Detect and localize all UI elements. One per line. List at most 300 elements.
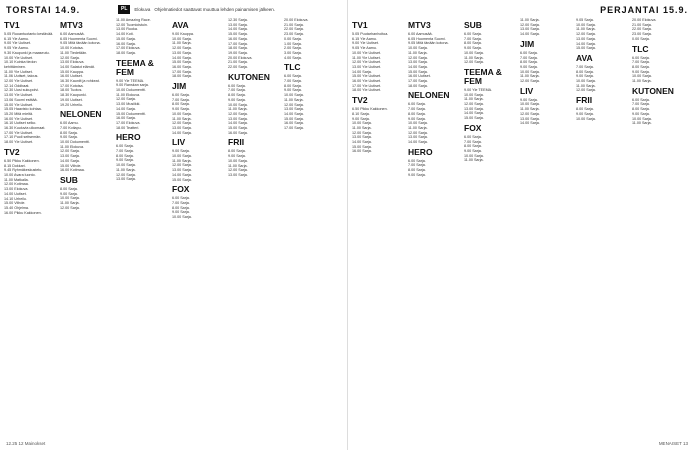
program-listing: 16.00 Sarja. (172, 64, 192, 69)
program-listing: 9.00 Sarja. (464, 46, 482, 51)
program-listing: 15.00 Sarja. (172, 177, 192, 182)
program-listing: 12.00 Sarja. (228, 168, 248, 173)
program-listing: 12.00 Sarja. (520, 111, 540, 116)
program-listing: 10.00 Sarja. (632, 74, 652, 79)
program-listing: 9.45 Ryhmäkeskustelu. (4, 168, 43, 173)
program-listing: 12.00 Sarja. (172, 46, 192, 51)
channel-heading: AVA (172, 20, 189, 30)
program-listing: 14.00 Sarja. (172, 172, 192, 177)
program-listing: 9.00 Sarja. (464, 148, 482, 153)
program-listing: 9.00 Sarja. (352, 116, 370, 121)
program-listing: 1.00 Sarja. (284, 41, 302, 46)
program-listing: 12.00 Tuomioistuin. (116, 22, 148, 27)
program-listing: 11.00 Sarja. (520, 107, 540, 112)
program-listing: 22.00 Sarja. (632, 27, 652, 32)
program-listing: 10.00 Dokumentti. (60, 140, 90, 145)
program-listing: 18.00 Sarja. (116, 50, 136, 55)
channel-heading: SUB (464, 20, 482, 30)
program-listing: 14.00 Uutiset. (4, 191, 27, 196)
program-listing: 9.00 Sarja. (520, 64, 538, 69)
program-listing: 13.00 Sarja. (116, 177, 136, 182)
program-listing: 17.00 Elokuva. (116, 46, 141, 51)
channel-heading: LIV (520, 85, 534, 96)
program-listing: 9.00 Sarja. (172, 149, 190, 154)
band-logo: PL (118, 5, 130, 14)
program-listing: 11.00 Elokuva. (116, 92, 141, 97)
program-listing: 7.00 Sarja. (576, 64, 594, 69)
program-listing: 23.00 Sarja. (632, 32, 652, 37)
program-listing: 0.00 Sarja. (284, 36, 302, 41)
program-listing: 9.00 Sarja. (632, 111, 650, 116)
program-listing: 17.00 Kotoisa. (60, 83, 84, 88)
program-listing: 13.00 Elokuva. (60, 60, 85, 65)
program-listing: 8.00 Sarja. (632, 107, 650, 112)
program-listing: 17.00 Sarja. (284, 126, 304, 131)
program-listing: 10.00 Kotoisa. (60, 46, 84, 51)
program-listing: 6.50 Pikku Kakkonen. (4, 158, 40, 163)
listing-column (4, 18, 58, 436)
program-listing: 14.00 Sarja. (576, 41, 596, 46)
program-listing: 13.00 Elokuva. (4, 187, 29, 192)
program-listing: 10.00 Sarja. (284, 93, 304, 98)
program-listing: 8.00 Sarja. (576, 69, 594, 74)
program-listing: 18.00 Tuotos. (60, 88, 83, 93)
program-listing: 10.00 Sarja. (576, 22, 596, 27)
program-listing: 12.30 Uusi sukupolvi. (4, 88, 40, 93)
program-listing: 14.00 Sarja. (520, 121, 540, 126)
program-listing: 11.00 Yle Uutiset. (352, 55, 381, 60)
program-listing: 9.00 Kauppa. (172, 32, 194, 36)
channel-heading: SUB (60, 174, 78, 185)
program-listing: 22.00 Sarja. (284, 27, 304, 32)
channel-heading: KUTONEN (228, 71, 270, 82)
program-listing: 11.00 Sarja. (520, 18, 540, 22)
channel-heading: TV2 (4, 146, 20, 157)
program-listing: 15.40 Ohjelma. (4, 205, 30, 210)
program-listing: 13.00 Sarja. (520, 27, 540, 32)
program-listing: 9.00 Sarja. (172, 107, 190, 112)
program-listing: 12.00 Yle Uutiset. (4, 79, 34, 84)
program-listing: 13.00 Sarja. (172, 168, 192, 173)
program-listing: 15.00 Sarja. (352, 144, 372, 149)
program-listing: 10.00 Sarja. (116, 163, 136, 168)
listing-column (284, 18, 338, 436)
channel-heading: NELONEN (408, 90, 450, 101)
program-listing: 7.00 Sarja. (284, 79, 302, 84)
program-listing: 6.00 Aamu. (60, 121, 79, 126)
program-listing: 11.00 Tiedetään. (60, 50, 88, 55)
program-listing: 15.00 Sarja. (464, 116, 484, 121)
program-listing: 17.00 Yle Uutiset. (4, 130, 34, 135)
program-listing: 11.00 Sarja. (228, 107, 248, 112)
program-listing: 21.00 Sarja. (284, 22, 304, 27)
program-listing: 11.00 Sarja. (576, 83, 596, 88)
program-listing: 2.00 Sarja. (284, 46, 302, 51)
program-listing: 11.00 Sarja. (632, 79, 652, 84)
program-listing: 6.00 Sarja. (172, 196, 190, 201)
program-listing: 8.00 Sarja. (228, 149, 246, 154)
program-listing: 9.30 Kaupunki ja maaseutu. (4, 50, 50, 55)
program-listing: 16.00 Sarja. (116, 116, 136, 121)
program-listing: 14.00 Sarja. (352, 69, 372, 74)
page-footer: 12.25 12 Mainokset (6, 441, 46, 446)
program-listing: 6.05 Huomenta Suomi. (408, 36, 446, 41)
program-listing: 15.00 Sarja. (228, 32, 248, 37)
program-listing: 8.10 Sarja. (352, 111, 370, 116)
program-listing: 8.00 Sarja. (520, 60, 538, 65)
program-listing: 16.00 Pikku Kakkonen. (4, 210, 42, 215)
program-listing: 7.00 Sarja. (172, 200, 190, 205)
program-listing: 17.00 Sarja. (228, 41, 248, 46)
listing-column (172, 18, 226, 436)
program-listing: 12.00 Sarja. (520, 79, 540, 84)
program-listing: 7.00 Sarja. (228, 88, 246, 93)
program-listing: 12.00 Yle Uutiset. (352, 60, 382, 65)
channel-heading: HERO (408, 146, 433, 157)
program-listing: 14.10 Urheilu. (4, 196, 27, 201)
program-listing: 12.00 Sarja. (172, 121, 192, 126)
program-listing: 12.00 Kotimaa. (4, 182, 29, 187)
program-listing: 9.00 Sarja. (172, 210, 190, 215)
program-listing: 16.00 Kotimaa. (60, 168, 85, 173)
program-listing: 16.00 Yle Uutiset. (352, 79, 382, 84)
channel-heading: AVA (576, 52, 593, 63)
channel-heading: FRII (576, 95, 593, 106)
program-listing: 10.00 Sarja. (464, 50, 484, 55)
channel-heading: KUTONEN (632, 85, 674, 96)
program-listing: 11.06 Uutiset, talous. (4, 74, 39, 79)
program-listing: 10.00 Sarja. (228, 158, 248, 163)
program-listing: 13.00 Sarja. (228, 116, 248, 121)
program-listing: 14.00 Sarja. (172, 55, 192, 60)
program-listing: 12.00 Sarja. (408, 55, 428, 60)
program-listing: 15.00 Sarja. (576, 46, 596, 51)
program-listing: 11.00 Sarja. (464, 97, 484, 102)
program-listing: 12.00 Sarja. (352, 130, 372, 135)
program-listing: 20.00 Elokuva. (632, 18, 657, 22)
program-listing: 11.00 Sarja. (228, 163, 248, 168)
program-listing: 8.00 Sarja. (284, 83, 302, 88)
channel-heading: MTV3 (408, 20, 431, 30)
program-listing: 10.10 Kuinka tiedon kehittäminen. (4, 60, 37, 69)
program-listing: 7.00 Sarja. (520, 55, 538, 60)
program-listing: 13.00 Sarja. (172, 50, 192, 55)
program-listing: 10.00 Sarja. (172, 36, 192, 41)
channel-heading: LIV (172, 137, 186, 148)
program-listing: 18.00 Sarja. (228, 46, 248, 51)
program-listing: 10.00 Sarja. (464, 92, 484, 97)
program-listing: 15.00 Viihde. (4, 201, 26, 206)
program-listing: 13.00 Ruoka. (116, 27, 138, 32)
program-listing: 10.00 Yle Uutiset. (352, 50, 382, 55)
listing-column (632, 18, 686, 436)
program-listing: 6.05 Huomenta Suomi. (60, 36, 98, 41)
program-listing: 16.30 Kuuluvia ulkomaat. (4, 126, 46, 131)
channel-heading: TV1 (4, 20, 20, 30)
program-listing: 10.00 Sarja. (352, 121, 372, 126)
channel-heading: FOX (464, 122, 482, 133)
program-listing: 22.00 Sarja. (228, 65, 248, 70)
program-listing: 10.00 Sarja. (576, 116, 596, 121)
program-listing: 19.00 Uutiset. (60, 97, 83, 102)
program-listing: 18.00 Teatteri. (116, 125, 140, 130)
program-listing: 8.00 Sarja. (464, 41, 482, 46)
program-listing: 12.00 Sarja. (576, 88, 596, 93)
program-listing: 8.00 Sarja. (172, 205, 190, 210)
listing-column (520, 18, 574, 436)
program-listing: 10.00 Sarja. (172, 154, 192, 159)
program-listing: 12.00 Sarja. (284, 102, 304, 107)
program-listing: 6.00 Sarja. (172, 93, 190, 98)
program-listing: 16.00 Yle Uutiset. (4, 116, 34, 121)
program-listing: 11.00 Amazing Race. (116, 18, 151, 22)
channel-heading: TV1 (352, 20, 368, 30)
listing-column (352, 18, 406, 436)
program-listing: 8.00 Sarja. (408, 168, 426, 173)
program-listing: 13.00 Sarja. (172, 125, 192, 130)
program-listing: 13.00 Sarja. (464, 106, 484, 111)
program-listing: 7.00 Sarja. (632, 60, 650, 65)
program-listing: 15.00 Sarja. (116, 36, 136, 41)
program-listing: 13.00 Musiikki. (116, 102, 141, 107)
program-listing: 14.00 Sarja. (228, 27, 248, 32)
listing-column (464, 18, 518, 436)
program-listing: 6.15 Yle Aamu. (352, 36, 377, 41)
program-listing: 12.00 Sarja. (576, 32, 596, 37)
program-listing: 11.00 Sarja. (172, 158, 192, 163)
program-listing: 10.00 Sarja. (60, 196, 80, 201)
program-listing: 11.00 Sarja. (408, 125, 428, 130)
channel-heading: FOX (172, 184, 190, 195)
program-listing: 16.00 Sarja. (116, 41, 136, 46)
program-listing: 19.00 Sarja. (228, 50, 248, 55)
program-listing: 21.00 Sarja. (632, 22, 652, 27)
program-listing: 9.00 Yle Uutiset. (4, 41, 31, 46)
program-listing: 18.30 Kaupunki. (60, 93, 87, 98)
program-listing: 19.20 Urheilu. (60, 102, 83, 107)
program-listing: 10.00 Sarja. (172, 215, 192, 220)
program-listing: 9.00 Sarja. (228, 154, 246, 159)
program-listing: 11.00 Sarja. (172, 41, 192, 46)
program-listing: 16.00 Sarja. (352, 149, 372, 154)
program-listing: 9.00 Yle Uutiset. (352, 41, 379, 46)
program-listing: 7.00 Sarja. (172, 97, 190, 102)
program-listing: 14.00 Sarja. (172, 130, 192, 135)
program-listing: 6.00 Sarja. (408, 102, 426, 107)
program-listing: 11.00 Sarja. (408, 50, 428, 55)
page-footer: MENAISET 13 (658, 441, 688, 446)
program-listing: 9.00 Sarja. (284, 88, 302, 93)
program-listing: 14.00 Sarja. (408, 64, 428, 69)
program-listing: 13.00 Sarja. (520, 116, 540, 121)
program-listing: 13.00 Yle Uutiset. (4, 93, 34, 98)
program-listing: 6.00 Sarja. (464, 134, 482, 139)
program-listing: 10.00 Sarja. (632, 116, 652, 121)
program-listing: 17.00 Elokuva. (116, 120, 141, 125)
program-listing: 14.00 Sarja. (520, 32, 540, 37)
program-listing: 20.00 Elokuva. (228, 55, 253, 60)
program-listing: 9.00 Sarja. (632, 69, 650, 74)
program-listing: 15.00 Kauppa. (60, 69, 84, 74)
program-listing: 12.00 Sarja. (520, 22, 540, 27)
program-listing: 13.00 Sarja. (352, 135, 372, 140)
program-listing: 16.00 Sarja. (284, 121, 304, 126)
program-listing: 7.00 Sarja. (464, 36, 482, 41)
program-listing: 8.00 Sarja. (116, 153, 134, 158)
page-header-date: PERJANTAI 15.9. (600, 5, 688, 15)
program-listing: 13.06 Suomi esittää. (4, 97, 38, 102)
program-listing: 11.00 Sarja. (464, 158, 484, 163)
program-listing: 11.00 Sarja. (172, 116, 192, 121)
program-listing: 14.00 Sarja. (60, 158, 80, 163)
program-listing: 15.05 Haavisto kohtaa. (4, 107, 42, 112)
program-listing: 15.00 Yle Uutiset. (352, 74, 382, 79)
program-listing: 6.00 Sarja. (408, 158, 426, 163)
program-listing: 13.00 Sarja. (408, 60, 428, 65)
program-listing: 16.00 Uutiset. (408, 74, 431, 79)
program-listing: 11.00 Sarja. (520, 74, 540, 79)
program-listing: 8.15 Dokkari. (4, 163, 26, 168)
program-listing: 12.00 Sarja. (60, 55, 80, 60)
program-listing: 11.00 Sarja. (576, 27, 596, 32)
program-listing: 7.00 Sarja. (464, 139, 482, 144)
program-listing: 9.00 Sarja. (408, 116, 426, 121)
program-listing: 15.00 Viihde. (60, 163, 82, 168)
program-listing: 10.00 Sarja. (228, 102, 248, 107)
channel-heading: JIM (172, 81, 187, 92)
program-listing: 13.00 Sarja. (284, 107, 304, 112)
schedule-notice-band (118, 4, 275, 15)
program-listing: 9.00 Sarja. (60, 135, 78, 140)
program-listing: 17.10 Puoli seitsemän. (4, 135, 42, 140)
program-listing: 9.00 Sarja. (576, 111, 594, 116)
program-listing: 11.00 Sarja. (352, 125, 372, 130)
listing-column (576, 18, 630, 436)
program-listing: 11.00 Sarja. (632, 121, 652, 126)
program-listing: 9.00 Sarja. (60, 191, 78, 196)
program-listing: 6.50 Pikku Kakkonen. (352, 107, 388, 112)
program-listing: 15.00 Yle Uutiset. (4, 102, 34, 107)
program-listing: 10.00 Sarja. (520, 102, 540, 107)
program-listing: 13.00 Sarja. (228, 172, 248, 177)
program-listing: 8.00 Sarja. (464, 144, 482, 149)
program-listing: 12.00 Sarja. (464, 102, 484, 107)
program-listing: 12.00 Sarja. (172, 163, 192, 168)
program-listing: 11.00 Yle Uutiset. (4, 69, 33, 74)
channel-heading: MTV3 (60, 20, 83, 30)
program-listing: 8.00 Sarja. (408, 111, 426, 116)
program-listing: 17.00 Sarja. (408, 79, 428, 84)
band-notice: Ohjelmatiedot saattavat muuttua lehden painamisen jälkeen. (154, 7, 275, 12)
listing-column (60, 18, 114, 436)
page-header-date: TORSTAI 14.9. (6, 5, 81, 15)
program-listing: 9.00 Sarja. (576, 74, 594, 79)
program-listing: 18.00 Yle Uutiset. (352, 88, 382, 93)
program-listing: 16.00 Sarja. (228, 130, 248, 135)
program-listing: 15.20 Mitä mieltä. (4, 111, 34, 116)
program-listing: 10.00 Sarja. (520, 69, 540, 74)
program-listing: 15.00 Sarja. (408, 69, 428, 74)
program-listing: 6.00 Sarja. (116, 144, 134, 149)
program-listing: 10.00 Sarja. (408, 46, 428, 51)
program-listing: 7.00 Sarja. (632, 102, 650, 107)
program-listing: 6.15 Yle Aamu. (4, 36, 29, 41)
program-listing: 9.00 Yle TEEMA. (464, 87, 493, 92)
program-listing: 13.00 Sarja. (228, 22, 248, 27)
program-listing: 18.00 Yle Uutiset. (4, 140, 34, 145)
program-listing: 16.30 Kauniit ja rohkeat. (60, 79, 100, 84)
program-listing: 12.00 Sarja. (60, 205, 80, 210)
program-listing: 8.00 Sarja. (576, 107, 594, 112)
program-listing: 9.00 Sarja. (228, 97, 246, 102)
program-listing: 16.00 Uutiset. (60, 74, 83, 79)
listing-column (116, 18, 170, 436)
program-listing: 7.00 Sarja. (408, 107, 426, 112)
program-listing: 6.00 Sarja. (520, 50, 538, 55)
program-listing: 10.00 Sarja. (576, 79, 596, 84)
program-listing: 23.00 Sarja. (284, 32, 304, 37)
program-listing: 11.00 Elokuva. (60, 144, 85, 149)
program-listing: 14.00 Koti. (116, 32, 134, 37)
program-listing: 11.00 Matkalla. (4, 177, 29, 182)
program-listing: 4.00 Sarja. (284, 55, 302, 60)
program-listing: 13.00 Sarja. (408, 135, 428, 140)
program-listing: 9.05 Mitä tänään kotona. (408, 41, 449, 46)
program-listing: 11.00 Sarja. (464, 55, 484, 60)
program-listing: 13.00 Sarja. (60, 154, 80, 159)
channel-heading: TEEMA & FEM (464, 66, 502, 86)
program-listing: 9.05 Yle Aamu. (352, 46, 377, 51)
program-listing: 14.00 Sarja. (116, 106, 136, 111)
channel-heading: FRII (228, 137, 245, 148)
program-listing: 10.00 Avara luonto. (4, 172, 36, 177)
program-listing: 9.00 Yle TEEMA. (116, 78, 145, 83)
program-listing: 6.00 Aamusää. (60, 32, 85, 36)
program-listing: 8.00 Sarja. (172, 102, 190, 107)
program-listing: 9.05 Yle Aamu. (4, 46, 29, 51)
channel-heading: JIM (520, 38, 535, 49)
program-listing: 0.00 Sarja. (632, 36, 650, 41)
program-listing: 9.05 Sarja. (576, 18, 594, 22)
program-listing: 10.00 Sarja. (464, 153, 484, 158)
program-listing: 14.00 Salatut elämät. (60, 64, 95, 69)
program-listing: 10.00 Yle Uutiset. (4, 55, 34, 60)
program-listing: 18.00 Sarja. (172, 74, 192, 79)
program-listing: 13.00 Yle Uutiset. (352, 64, 382, 69)
program-listing: 5.05 Puutarhanhoitoa. (352, 32, 389, 36)
listing-column (228, 18, 282, 436)
program-listing: 11.00 Sarja. (60, 201, 80, 206)
program-listing: 9.00 Sarja. (116, 158, 134, 163)
program-listing: 7.00 Kotiapu. (60, 125, 82, 130)
channel-heading: TLC (632, 43, 649, 54)
program-listing: 11.00 Sarja. (116, 167, 136, 172)
program-listing: 7.00 Sarja. (116, 149, 134, 154)
program-listing: 6.00 Sarja. (284, 74, 302, 79)
program-listing: 8.00 Sarja. (228, 93, 246, 98)
program-listing: 12.00 Sarja. (116, 97, 136, 102)
program-listing: 9.05 Mitä tänään kotona. (60, 41, 101, 46)
program-listing: 14.00 Sarja. (464, 111, 484, 116)
program-listing: 15.00 Sarja. (284, 116, 304, 121)
channel-heading: NELONEN (60, 109, 102, 120)
right-page (348, 0, 696, 450)
channel-heading: HERO (116, 132, 141, 143)
program-listing: 14.00 Sarja. (228, 121, 248, 126)
listing-column (408, 18, 462, 436)
program-listing: 9.00 Sarja. (408, 172, 426, 177)
program-listing: 10.00 Dokumentti. (116, 88, 146, 93)
